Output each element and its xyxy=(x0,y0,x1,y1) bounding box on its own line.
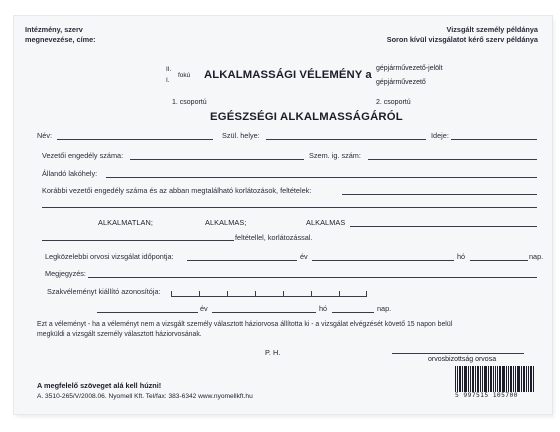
id-number-field[interactable] xyxy=(368,159,537,160)
issue-day-label: nap. xyxy=(377,304,392,313)
issuer-id-label: Szakvéleményt kiállító azonosítója: xyxy=(47,287,161,296)
underline-instruction: A megfelelő szöveget alá kell húzni! xyxy=(37,381,162,390)
barcode-number: 5 997515 105700 xyxy=(455,392,518,399)
license-number-field[interactable] xyxy=(130,159,304,160)
copy-label-authority: Soron kívül vizsgálatot kérő szerv példánya xyxy=(386,35,538,44)
birthplace-field[interactable] xyxy=(266,139,426,140)
group-1-option[interactable]: 1. csoportú xyxy=(172,99,207,106)
form-title: ALKALMASSÁGI VÉLEMÉNY a xyxy=(204,69,372,81)
candidate-driver-option[interactable]: gépjárművezető-jelölt xyxy=(376,65,443,72)
doctor-signature-field[interactable] xyxy=(392,353,524,354)
issue-year-label: év xyxy=(200,304,208,313)
previous-license-field[interactable] xyxy=(342,194,537,195)
issuer-id-boxes[interactable] xyxy=(171,291,367,297)
degree-i-option[interactable]: I. xyxy=(166,77,170,84)
next-exam-label: Legközelebbi orvosi vizsgálat időpontja: xyxy=(45,252,174,261)
remarks-label: Megjegyzés: xyxy=(45,269,86,278)
institution-label-line1: Intézmény, szerv xyxy=(25,25,83,34)
printer-imprint: A. 3510-265/V/2008.06. Nyomell Kft. Tel/fax: 383-6342 www.nyomellkft.hu xyxy=(37,393,253,400)
degree-ii-option[interactable]: II. xyxy=(166,66,172,73)
fit-with-conditions-option[interactable]: ALKALMAS xyxy=(306,218,346,227)
notice-text-line2: megküldi a vizsgált személy választott háziorvosának. xyxy=(37,331,202,338)
next-exam-day-field[interactable] xyxy=(470,260,528,261)
birthplace-label: Szül. helye: xyxy=(222,131,260,140)
license-number-label: Vezetői engedély száma: xyxy=(42,151,124,160)
doctor-signature-label: orvosbizottság orvosa xyxy=(428,356,497,363)
degree-word: fokú xyxy=(178,72,191,79)
issue-month-label: hó xyxy=(319,304,328,313)
address-field[interactable] xyxy=(106,177,537,178)
form-subtitle: EGÉSZSÉGI ALKALMASSÁGÁRÓL xyxy=(210,111,403,123)
previous-license-field-2[interactable] xyxy=(42,207,537,208)
conditions-label: feltétellel, korlátozással. xyxy=(235,233,313,242)
birth-date-field[interactable] xyxy=(451,139,537,140)
stamp-placeholder: P. H. xyxy=(265,348,281,357)
driver-option[interactable]: gépjárművezető xyxy=(376,79,426,86)
barcode xyxy=(455,366,547,392)
next-exam-month-label: hó xyxy=(457,252,466,261)
remarks-field[interactable] xyxy=(88,277,537,278)
copy-label-examinee: Vizsgált személy példánya xyxy=(446,25,538,34)
conditions-field-2[interactable] xyxy=(42,240,234,241)
fit-option[interactable]: ALKALMAS; xyxy=(205,218,247,227)
conditions-field[interactable] xyxy=(350,226,537,227)
institution-label-line2: megnevezése, címe: xyxy=(25,35,96,44)
address-label: Állandó lakóhely: xyxy=(42,169,98,178)
birth-date-label: Ideje: xyxy=(431,131,449,140)
notice-text-line1: Ezt a véleményt - ha a véleményt nem a vizsgált személy választott háziorvosa állította ki - a vizsgálat elvégzését követő 15 napon belül xyxy=(37,321,453,328)
id-number-label: Szem. ig. szám: xyxy=(309,151,361,160)
next-exam-year-label: év xyxy=(300,252,308,261)
next-exam-year-field[interactable] xyxy=(187,260,297,261)
issue-year-field[interactable] xyxy=(97,312,198,313)
issue-day-field[interactable] xyxy=(332,312,374,313)
name-label: Név: xyxy=(37,131,53,140)
next-exam-month-field[interactable] xyxy=(312,260,454,261)
previous-license-label: Korábbi vezetői engedély száma és az abban megtalálható korlátozások, feltételek: xyxy=(42,186,312,195)
group-2-option[interactable]: 2. csoportú xyxy=(376,99,411,106)
next-exam-day-label: nap. xyxy=(529,252,544,261)
issue-month-field[interactable] xyxy=(212,312,316,313)
name-field[interactable] xyxy=(57,139,213,140)
unfit-option[interactable]: ALKALMATLAN; xyxy=(98,218,153,227)
